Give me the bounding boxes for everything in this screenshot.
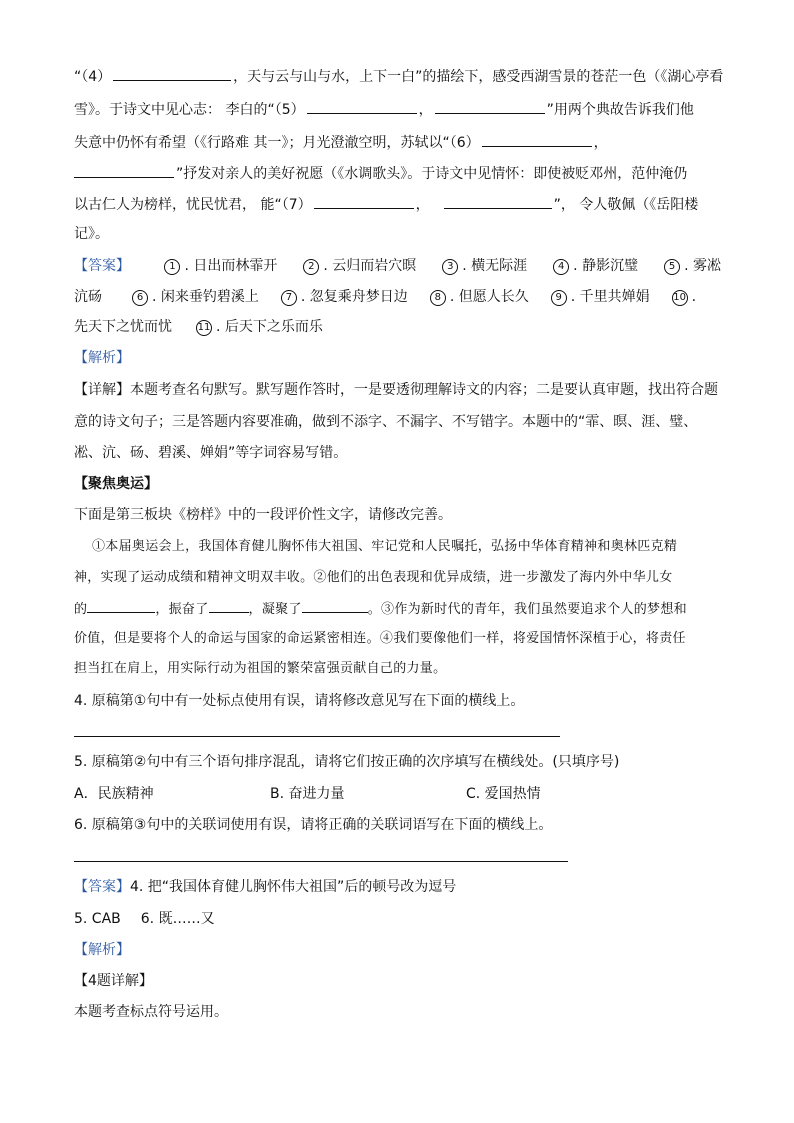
analysis-line-3: 凇、沆、砀、碧溪、婵娟”等字词容易写错。 (74, 445, 348, 461)
answer-item (132, 287, 259, 307)
circled-number: 1 (164, 259, 180, 275)
answer-text: . 千里共婵娟 (570, 289, 650, 305)
detail-text: 本题考查标点符号运用。 (74, 1004, 228, 1020)
essay-line-3 (74, 598, 687, 620)
analysis-line-2: 意的诗文句子；三是答题内容要准确，做到不添字、不漏字、不写错字。本题中的“霏、暝、涯、璧、 (74, 414, 698, 430)
option-b: B. 奋进力量 (270, 786, 345, 802)
text: 以古仁人为榜样，忧民忧君， 能“（7） (74, 197, 312, 213)
essay-text: 。③作为新时代的青年，我们虽然要追求个人的梦想和 (367, 602, 687, 617)
analysis-text: 本题考查名句默写。默写题作答时，一是要透彻理解诗文的内容；二是要认真审题，找出符合题 (130, 382, 718, 398)
answer-text: 6. 既……又 (140, 911, 215, 927)
answer-text: . 日出而林霏开 (184, 258, 278, 274)
question-6: 6. 原稿第③句中的关联词使用有误，请将正确的关联词语写在下面的横线上。 (74, 817, 553, 833)
answer-text: 沆砀 (74, 289, 102, 305)
essay-line-2: 神，实现了运动成绩和精神文明双丰收。②他们的出色表现和优异成绩，进一步激发了海内外中华儿女 (74, 570, 673, 585)
poem-line-1 (74, 66, 723, 87)
section-title: 【聚焦奥运】 (74, 476, 158, 492)
answer-text: . 但愿人长久 (449, 289, 529, 305)
answer-item (430, 287, 529, 307)
circled-number: 6 (132, 290, 148, 306)
essay-line-5: 担当扛在肩上，用实际行动为祖国的繁荣富强贡献自己的力量。 (74, 661, 447, 676)
answer-blank (87, 598, 155, 613)
analysis-line-1 (74, 380, 718, 400)
text: ”抒发对亲人的美好祝愿（《水调歌头》。于诗文中见情怀：即使被贬邓州，范仲淹仍 (176, 166, 688, 182)
poem-line-5 (74, 194, 698, 215)
question-5: 5. 原稿第②句中有三个语句排序混乱，请将它们按正确的次序填写在横线处。(只填序号) (74, 754, 620, 770)
text: 雪》。于诗文中见心志： 李白的“（5） (74, 102, 305, 118)
answer-text: . 闲来垂钓碧溪上 (152, 289, 259, 305)
answer-item (553, 256, 638, 276)
circled-number: 3 (442, 259, 458, 275)
answer-blank (209, 598, 249, 613)
detail-label: 【详解】 (74, 382, 130, 398)
detail-label: 【4题详解】 (74, 973, 153, 989)
answer-item (442, 256, 527, 276)
answer-text: . 云归而岩穴暝 (323, 258, 417, 274)
answer-blank (435, 99, 545, 114)
answer-text: 4. 把“我国体育健儿胸怀伟大祖国”后的顿号改为逗号 (130, 879, 457, 895)
circled-number: 9 (551, 290, 567, 306)
option-a: A．民族精神 (74, 786, 154, 802)
answer-text: . 后天下之乐而乐 (216, 319, 323, 335)
answer-item (303, 256, 416, 276)
answer-text: . (691, 289, 697, 305)
essay-line-1: ①本届奥运会上，我国体育健儿胸怀伟大祖国、牢记党和人民嘱托，弘扬中华体育精神和奥林匹克精 (92, 539, 678, 554)
answer-item (672, 287, 696, 307)
text: 失意中仍怀有希望（《行路难 其一》；月光澄澈空明，苏轼以“（6） (74, 135, 480, 151)
essay-line-4: 价值，但是要将个人的命运与国家的命运紧密相连。④我们要像他们一样，将爱国情怀深植于心，将责任 (74, 631, 686, 646)
text: ， (418, 102, 433, 118)
answer-line-3 (74, 317, 323, 337)
answer-blank (113, 66, 231, 81)
answer2-line-1 (74, 877, 456, 897)
answer-blank (482, 132, 592, 147)
answer-blank (444, 194, 552, 209)
essay-text: ，振奋了 (155, 602, 209, 617)
text: 记》。 (74, 226, 109, 242)
essay-text: ，凝聚了 (248, 602, 302, 617)
poem-line-2 (74, 99, 694, 120)
answer-item (164, 256, 277, 276)
answer-blank (307, 99, 417, 114)
circled-number: 2 (303, 259, 319, 275)
answer-label: 【答案】 (74, 258, 130, 274)
analysis-label: 【解析】 (74, 942, 130, 958)
answer-rule-4 (74, 736, 560, 737)
section-intro: 下面是第三板块《榜样》中的一段评价性文字，请修改完善。 (74, 507, 452, 523)
text: ”， 令人敬佩（《岳阳楼 (553, 197, 699, 213)
circled-number: 10 (672, 290, 688, 306)
essay-text: 的 (74, 602, 88, 617)
question-5-options (74, 784, 662, 804)
answer-text: . 横无际涯 (462, 258, 528, 274)
answer-text: 5. CAB (74, 911, 121, 927)
answer-blank (74, 163, 174, 178)
analysis-label: 【解析】 (74, 350, 130, 366)
text: ， (593, 135, 608, 151)
answer-item (664, 256, 721, 276)
text: ， (415, 197, 430, 213)
answer-rule-6 (74, 861, 568, 862)
circled-number: 4 (553, 259, 569, 275)
circled-number: 7 (281, 290, 297, 306)
option-c: C. 爱国热情 (466, 786, 541, 802)
poem-line-4 (74, 163, 687, 184)
answer-label: 【答案】 (74, 879, 130, 895)
answer-blank (302, 598, 368, 613)
poem-line-3 (74, 132, 608, 153)
circled-number: 11 (196, 320, 212, 336)
answer-text: . 静影沉璧 (573, 258, 639, 274)
answer-line-1 (74, 256, 721, 276)
answer-text: . 雾凇 (684, 258, 721, 274)
answer-text: 先天下之忧而忧 (74, 319, 172, 335)
answer-item (281, 287, 408, 307)
question-4: 4. 原稿第①句中有一处标点使用有误，请将修改意见写在下面的横线上。 (74, 693, 525, 709)
answer-blank (314, 194, 414, 209)
answer2-line-2 (74, 909, 215, 929)
answer-line-2 (74, 287, 696, 307)
circled-number: 8 (430, 290, 446, 306)
text: “（4） (74, 69, 112, 85)
answer-text: . 忽复乘舟梦日边 (300, 289, 408, 305)
text: ”用两个典故告诉我们他 (546, 102, 694, 118)
text: ，天与云与山与水，上下一白”的描绘下，感受西湖雪景的苍茫一色（《湖心亭看 (233, 69, 724, 85)
answer-item (551, 287, 650, 307)
poem-line-6 (74, 224, 109, 244)
circled-number: 5 (664, 259, 680, 275)
